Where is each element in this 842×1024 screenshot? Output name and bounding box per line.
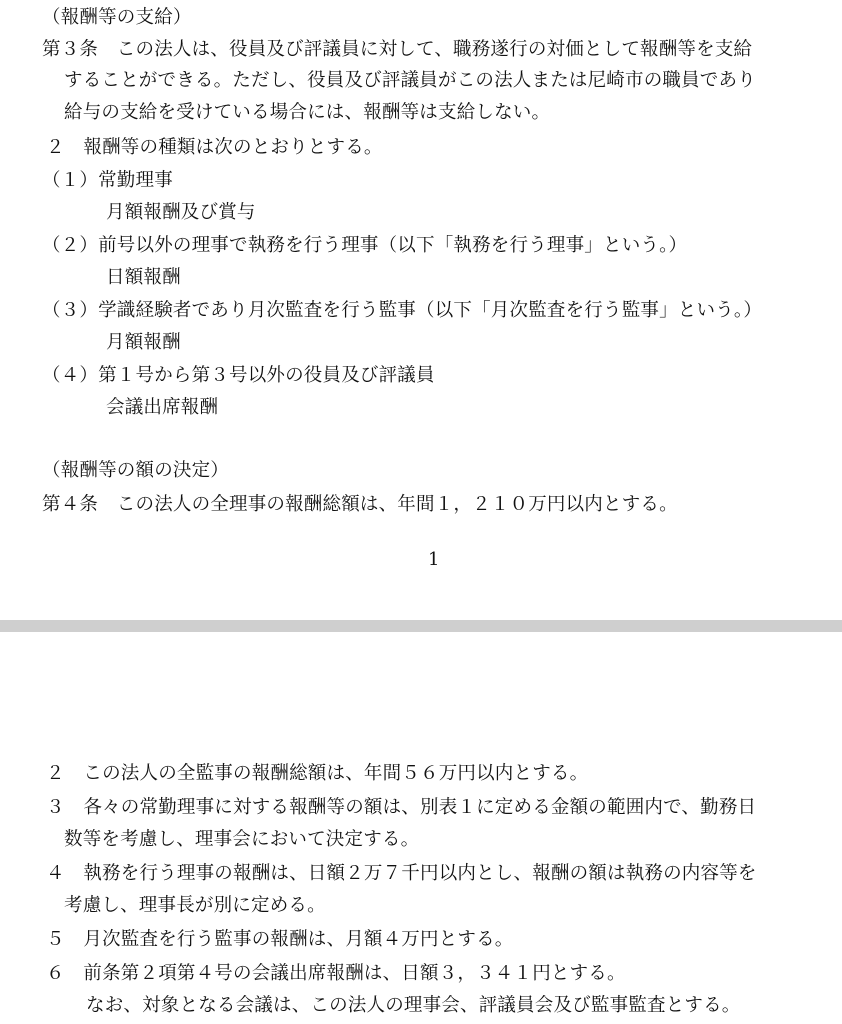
article-3-line-2: することができる。ただし、役員及び評議員がこの法人または尼崎市の職員であり bbox=[64, 70, 756, 91]
list-item-2-detail: 日額報酬 bbox=[106, 267, 181, 288]
document-page-2 bbox=[0, 632, 842, 1024]
article-3-line-3: 給与の支給を受けている場合には、報酬等は支給しない。 bbox=[64, 102, 551, 123]
article-4-paragraph-5: ５ 月次監査を行う監事の報酬は、月額４万円とする。 bbox=[46, 929, 514, 950]
list-item-2-title: （２）前号以外の理事で執務を行う理事（以下「執務を行う理事」という。） bbox=[42, 235, 688, 256]
article-4-paragraph-2: ２ この法人の全監事の報酬総額は、年間５６万円以内とする。 bbox=[46, 763, 589, 784]
list-item-4-title: （４）第１号から第３号以外の役員及び評議員 bbox=[42, 365, 435, 386]
article-3-line-1: 第３条 この法人は、役員及び評議員に対して、職務遂行の対価として報酬等を支給 bbox=[42, 39, 753, 60]
list-item-3-title: （３）学識経験者であり月次監査を行う監事（以下「月次監査を行う監事」という。） bbox=[42, 300, 763, 321]
page-number: 1 bbox=[428, 549, 440, 570]
article-3-heading: （報酬等の支給） bbox=[42, 7, 192, 28]
article-4-heading: （報酬等の額の決定） bbox=[42, 460, 230, 481]
article-4-line-1: 第４条 この法人の全理事の報酬総額は、年間１，２１０万円以内とする。 bbox=[42, 494, 678, 515]
article-4-paragraph-4-line-1: ４ 執務を行う理事の報酬は、日額２万７千円以内とし、報酬の額は執務の内容等を bbox=[46, 863, 757, 884]
list-item-4-detail: 会議出席報酬 bbox=[106, 397, 219, 418]
list-item-1-detail: 月額報酬及び賞与 bbox=[106, 202, 256, 223]
article-4-paragraph-6-note: なお、対象となる会議は、この法人の理事会、評議員会及び監事監査とする。 bbox=[86, 995, 741, 1016]
page-separator bbox=[0, 620, 842, 632]
list-item-1-title: （１）常勤理事 bbox=[42, 170, 173, 191]
article-4-paragraph-3-line-2: 数等を考慮し、理事会において決定する。 bbox=[64, 829, 420, 850]
article-3-paragraph-2: ２ 報酬等の種類は次のとおりとする。 bbox=[46, 137, 383, 158]
article-4-paragraph-3-line-1: ３ 各々の常勤理事に対する報酬等の額は、別表１に定める金額の範囲内で、勤務日 bbox=[46, 797, 757, 818]
article-4-paragraph-4-line-2: 考慮し、理事長が別に定める。 bbox=[64, 895, 326, 916]
article-4-paragraph-6: ６ 前条第２項第４号の会議出席報酬は、日額３，３４１円とする。 bbox=[46, 963, 626, 984]
list-item-3-detail: 月額報酬 bbox=[106, 332, 181, 353]
